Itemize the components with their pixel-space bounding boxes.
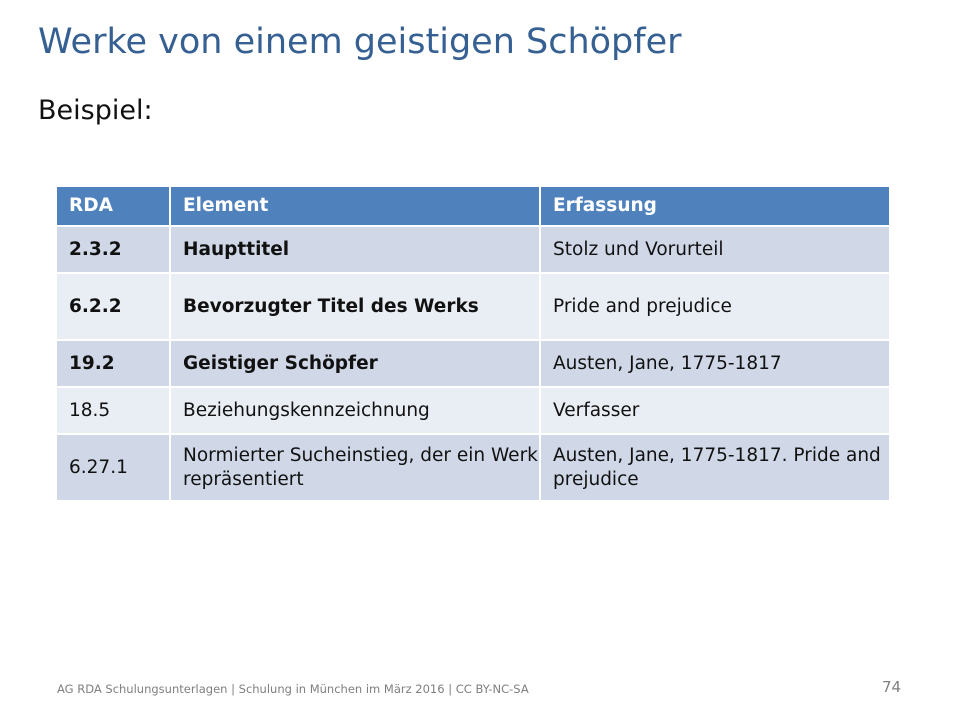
- cell-erfassung: Pride and prejudice: [540, 273, 889, 340]
- slide-footer: AG RDA Schulungsunterlagen | Schulung in München im März 2016 | CC BY-NC-SA: [57, 682, 529, 696]
- slide-title: Werke von einem geistigen Schöpfer: [38, 22, 682, 62]
- cell-element: Bevorzugter Titel des Werks: [170, 273, 540, 340]
- cell-element: Normierter Sucheinstieg, der ein Werk repräsentiert: [170, 434, 540, 501]
- cell-rda: 2.3.2: [57, 226, 170, 273]
- cell-rda: 6.27.1: [57, 434, 170, 501]
- cell-erfassung: Verfasser: [540, 387, 889, 434]
- cell-element: Geistiger Schöpfer: [170, 340, 540, 387]
- slide-subtitle: Beispiel:: [38, 95, 153, 126]
- cell-element: Beziehungskennzeichnung: [170, 387, 540, 434]
- header-erfassung: Erfassung: [540, 187, 889, 226]
- cell-rda: 6.2.2: [57, 273, 170, 340]
- cell-erfassung: Austen, Jane, 1775-1817: [540, 340, 889, 387]
- cell-rda: 19.2: [57, 340, 170, 387]
- table-row: [57, 340, 889, 387]
- table-row: [57, 273, 889, 340]
- cell-element: Haupttitel: [170, 226, 540, 273]
- table-row: [57, 226, 889, 273]
- header-rda: RDA: [57, 187, 170, 226]
- cell-rda: 18.5: [57, 387, 170, 434]
- table-header-row: [57, 187, 889, 226]
- rda-example-table: [57, 187, 889, 502]
- header-element: Element: [170, 187, 540, 226]
- page-number: 74: [882, 678, 902, 696]
- cell-erfassung: Austen, Jane, 1775-1817. Pride and prejudice: [540, 434, 889, 501]
- cell-erfassung: Stolz und Vorurteil: [540, 226, 889, 273]
- table-row: [57, 434, 889, 501]
- table-row: [57, 387, 889, 434]
